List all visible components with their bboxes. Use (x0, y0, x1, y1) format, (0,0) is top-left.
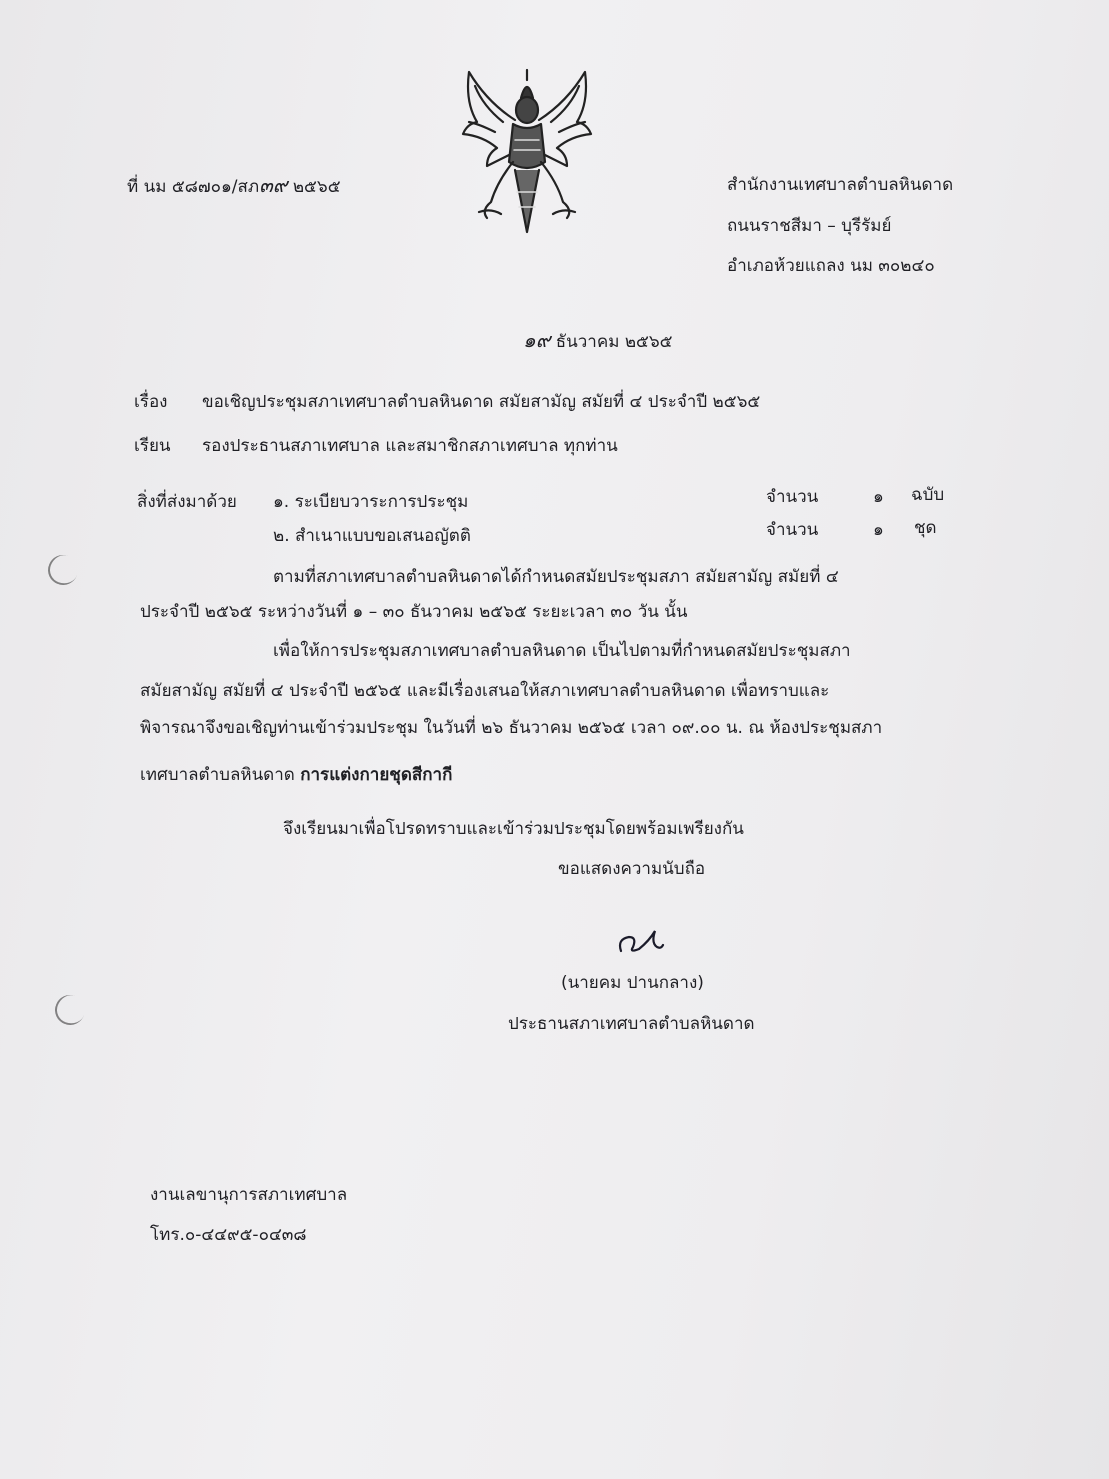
dress-code: การแต่งกายชุดสีกากี (300, 765, 453, 785)
enclosure-label: สิ่งที่ส่งมาด้วย (137, 492, 237, 512)
punch-hole-top (44, 551, 82, 589)
office-name: สำนักงานเทศบาลตำบลหินดาด (727, 175, 954, 195)
enclosure-qty-2: ๑ (873, 520, 884, 540)
office-district: อำเภอห้วยแถลง นม ๓๐๒๔๐ (727, 256, 935, 276)
para2-line-1: เพื่อให้การประชุมสภาเทศบาลตำบลหินดาด เป็นไปตามที่กำหนดสมัยประชุมสภา (273, 641, 851, 661)
subject-text: ขอเชิญประชุมสภาเทศบาลตำบลหินดาด สมัยสามัญ สมัยที่ ๔ ประจำปี ๒๕๖๕ (202, 392, 761, 412)
signer-title: ประธานสภาเทศบาลตำบลหินดาด (508, 1014, 755, 1034)
garuda-emblem-icon (457, 62, 597, 238)
reference-prefix: ที่ นม ๕๘๗๐๑/สภ (127, 177, 260, 197)
signature-icon (615, 925, 665, 959)
para1-line-1: ตามที่สภาเทศบาลตำบลหินดาดได้กำหนดสมัยประชุมสภา สมัยสามัญ สมัยที่ ๔ (273, 567, 839, 587)
reference-handwritten: ๓๙ (259, 173, 288, 197)
enclosure-qty-label-1: จำนวน (766, 487, 819, 507)
para2-line-4 (140, 764, 452, 786)
letter-date (523, 329, 673, 353)
footer-phone: โทร.๐-๔๔๙๕-๐๔๓๘ (150, 1225, 307, 1245)
enclosure-qty-label-2: จำนวน (766, 520, 819, 540)
para2-line-2: สมัยสามัญ สมัยที่ ๔ ประจำปี ๒๕๖๕ และมีเรื่องเสนอให้สภาเทศบาลตำบลหินดาด เพื่อทราบและ (140, 681, 830, 701)
signer-name: (นายคม ปานกลาง) (561, 973, 704, 993)
reference-year: ๒๕๖๕ (292, 177, 341, 197)
date-month-year: ธันวาคม ๒๕๖๕ (555, 332, 673, 352)
subject-label: เรื่อง (134, 392, 168, 412)
office-road: ถนนราชสีมา – บุรีรัมย์ (727, 216, 892, 236)
to-label: เรียน (134, 436, 171, 456)
enclosure-item-1: ๑. ระเบียบวาระการประชุม (273, 492, 469, 512)
enclosure-item-2: ๒. สำเนาแบบขอเสนอญัตติ (273, 526, 471, 546)
para2-line-4-text: เทศบาลตำบลหินดาด (140, 765, 301, 785)
to-text: รองประธานสภาเทศบาล และสมาชิกสภาเทศบาล ทุกท่าน (202, 436, 618, 456)
footer-department: งานเลขานุการสภาเทศบาล (150, 1185, 348, 1205)
regards: ขอแสดงความนับถือ (558, 859, 706, 879)
date-day-handwritten: ๑๙ (523, 328, 551, 352)
para2-line-3: พิจารณาจึงขอเชิญท่านเข้าร่วมประชุม ในวันที่ ๒๖ ธันวาคม ๒๕๖๕ เวลา ๐๙.๐๐ น. ณ ห้องประชุมสภา (140, 718, 883, 738)
punch-hole-bottom (51, 991, 89, 1029)
para1-line-2: ประจำปี ๒๕๖๕ ระหว่างวันที่ ๑ – ๓๐ ธันวาคม ๒๕๖๕ ระยะเวลา ๓๐ วัน นั้น (140, 602, 688, 622)
reference-number (127, 174, 341, 198)
closing-line: จึงเรียนมาเพื่อโปรดทราบและเข้าร่วมประชุมโดยพร้อมเพรียงกัน (283, 819, 744, 839)
enclosure-unit-2: ชุด (914, 518, 937, 538)
enclosure-qty-1: ๑ (873, 487, 884, 507)
enclosure-unit-1: ฉบับ (911, 485, 945, 505)
